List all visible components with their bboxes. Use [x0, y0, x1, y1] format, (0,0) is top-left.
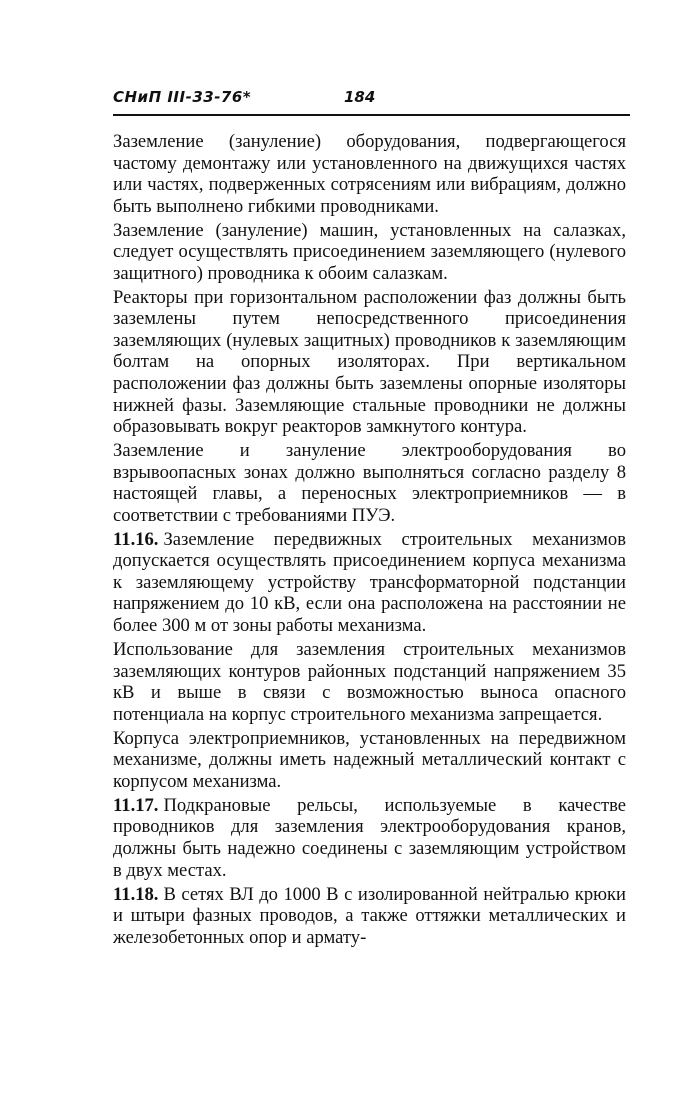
section-number: 11.18.	[113, 883, 159, 905]
paragraph	[113, 440, 626, 526]
paragraph-text: Заземление (зануление) машин, установленных на салазках, следует осуществлять присоединением заземляющего (нулевого защитного) проводника к обоим салазкам.	[113, 219, 626, 284]
document-code: СНиП III-33-76*	[113, 88, 252, 106]
paragraph	[113, 287, 626, 438]
paragraph-11-16	[113, 529, 626, 637]
paragraph-11-17	[113, 795, 626, 881]
paragraph-text: В сетях ВЛ до 1000 В с изолированной нейтралью крюки и штыри фазных проводов, а также оттяжки металлических и железобетонных опор и армату-	[113, 883, 626, 948]
paragraph-text: Использование для заземления строительных механизмов заземляющих контуров районных подстанций напряжением 35 кВ и выше в связи с возможностью выноса опасного потенциала на корпус строительного механизма запрещается.	[113, 639, 626, 725]
body-text	[113, 131, 626, 951]
paragraph-text: Заземление и зануление электрооборудования во взрывоопасных зонах должно выполняться согласно разделу 8 настоящей главы, а переносных электроприемников — в соответствии с требованиями ПУЭ.	[113, 440, 626, 526]
paragraph-11-18	[113, 884, 626, 949]
page-number: 184	[344, 88, 376, 106]
paragraph-text: Заземление передвижных строительных механизмов допускается осуществлять присоединением корпуса механизма к заземляющему устройству трансформаторной подстанции напряжением до 10 кВ, если она расположена на расстоянии не более 300 м от зоны работы механизма.	[113, 528, 626, 637]
paragraph	[113, 728, 626, 793]
paragraph-text: Реакторы при горизонтальном расположении фаз должны быть заземлены путем непосредственного присоединения заземляющих (нулевых защитных) проводников к заземляющим болтам на опорных изоляторах. При вертикальном расположении фаз должны быть заземлены опорные изоляторы нижней фазы. Заземляющие стальные проводники не должны образовывать вокруг реакторов замкнутого контура.	[113, 286, 626, 438]
paragraph	[113, 131, 626, 217]
section-number: 11.16.	[113, 528, 159, 550]
paragraph-text: Корпуса электроприемников, установленных на передвижном механизме, должны иметь надежный металлический контакт с корпусом механизма.	[113, 727, 626, 792]
page-header	[113, 86, 630, 116]
section-number: 11.17.	[113, 794, 159, 816]
paragraph-text: Подкрановые рельсы, используемые в качестве проводников для заземления электрооборудования кранов, должны быть надежно соединены с заземляющим устройством в двух местах.	[113, 794, 626, 881]
paragraph	[113, 639, 626, 725]
paragraph	[113, 220, 626, 285]
paragraph-text: Заземление (зануление) оборудования, подвергающегося частому демонтажу или установленного на движущихся частях или частях, подверженных сотрясениям или вибрациям, должно быть выполнено гибкими проводниками.	[113, 131, 626, 217]
